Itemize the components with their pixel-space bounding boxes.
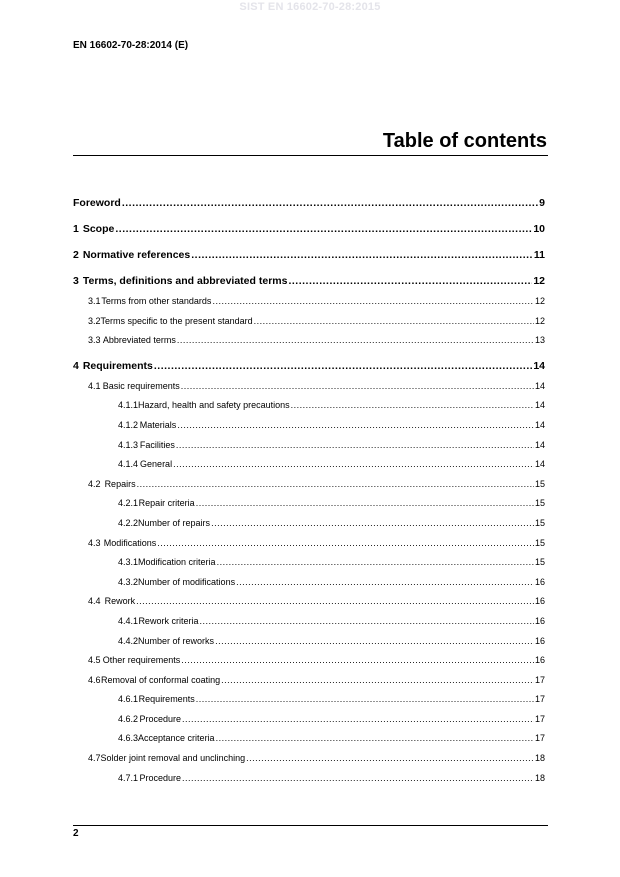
toc-entry-number: 4.4.2 [118,635,139,646]
toc-leader-dots [221,671,534,691]
toc-entry[interactable] [73,396,545,416]
toc-entry-page: 12 [534,296,545,306]
toc-entry-number: 4.7 [88,753,101,764]
watermark: SIST EN 16602-70-28:2015 [239,1,381,13]
toc-entry-page: 14 [534,439,545,450]
toc-entry-title: Requirements [82,359,153,372]
toc-entry-number: 4.1.3 [118,439,139,450]
toc-entry[interactable] [73,710,545,730]
toc-entry-title: Acceptance criteria [138,733,215,744]
toc-entry-page: 15 [534,537,545,548]
toc-entry[interactable] [73,312,545,332]
toc-entry-title: Abbreviated terms [102,335,176,346]
toc-entry-page: 16 [534,655,545,666]
toc-leader-dots [196,690,534,710]
toc-entry-page: 10 [533,223,545,235]
toc-leader-dots [176,436,534,456]
toc-entry-number: 3.3 [88,335,101,346]
toc-entry[interactable] [73,651,545,671]
toc-leader-dots [291,396,534,416]
toc-entry[interactable] [73,197,545,214]
page-number: 2 [73,828,79,839]
toc-entry-number: 1 [73,223,79,235]
toc-entry-page: 13 [534,335,545,346]
toc-entry[interactable] [73,553,545,573]
toc-entry[interactable] [73,416,545,436]
toc-entry-title: Repair criteria [138,498,195,509]
toc-entry[interactable] [73,671,545,691]
toc-leader-dots [122,197,538,209]
title-rule [73,155,548,156]
toc-entry-number: 4.2.2 [118,517,139,528]
toc-entry[interactable] [73,514,545,534]
toc-entry-number: 4.6 [88,674,101,685]
toc-entry-number: 4.2 [88,478,101,489]
toc-entry[interactable] [73,494,545,514]
toc-entry-number: 3.1 [88,296,101,306]
toc-entry[interactable] [73,534,545,554]
toc-entry-number: 4.7.1 [118,772,139,783]
toc-leader-dots [177,416,534,436]
toc-entry[interactable] [73,331,545,351]
toc-entry-page: 16 [534,576,545,587]
toc-entry[interactable] [73,475,545,495]
toc-entry-number: 4.3.1 [118,557,139,568]
toc-entry-page: 18 [534,753,545,764]
toc-leader-dots [181,377,534,397]
toc-entry-number: 4.3 [88,537,101,548]
toc-entry-title: Terms specific to the present standard [100,315,253,326]
toc-entry-number: 3.2 [88,315,101,326]
toc-entry[interactable] [73,455,545,475]
toc-entry-title: Solder joint removal and unclinching [100,753,246,764]
toc-entry-page: 17 [534,713,545,724]
toc-leader-dots [215,632,534,652]
toc-leader-dots [212,292,534,312]
toc-entry-title: Rework criteria [138,615,199,626]
toc-entry-number: 4.2.1 [118,498,139,509]
toc-entry-page: 12 [533,275,545,287]
toc-entry-number: 4.1 [88,380,101,391]
toc-entry-number: 4.6.3 [118,733,139,744]
toc-leader-dots [254,312,534,332]
toc-entry-title: Repairs [104,478,136,489]
toc-entry-page: 14 [534,380,545,391]
toc-entry[interactable] [73,690,545,710]
toc-entry-number: 4.3.2 [118,576,139,587]
toc-entry-number: 2 [73,249,79,261]
toc-leader-dots [182,769,534,789]
toc-leader-dots [211,514,534,534]
toc-entry[interactable] [73,377,545,397]
toc-entry-title: Other requirements [102,655,181,666]
toc-entry-number: 4.1.2 [118,419,139,430]
toc-entry-title: Scope [82,223,115,235]
toc-entry-title: Modification criteria [138,557,216,568]
toc-entry-page: 15 [534,557,545,568]
toc-leader-dots [173,455,534,475]
toc-entry-page: 17 [534,674,545,685]
document-id: EN 16602-70-28:2014 (E) [73,40,189,51]
toc-entry-title: Terms, definitions and abbreviated terms [82,275,288,287]
toc-entry[interactable] [73,769,545,789]
toc-entry[interactable] [73,573,545,593]
toc-entry-number: 3 [73,275,79,287]
toc-entry[interactable] [73,275,545,292]
toc-entry-title: Removal of conformal coating [101,674,221,685]
toc-entry-title: Number of modifications [138,576,236,587]
toc-leader-dots [136,592,534,612]
toc-entry[interactable] [73,632,545,652]
toc-entry-page: 11 [533,249,545,261]
toc-entry[interactable] [73,612,545,632]
toc-entry-title: Foreword [73,197,121,209]
toc-entry-number: 4.5 [88,655,101,666]
toc-leader-dots [217,553,534,573]
toc-entry-number: 4.6.2 [118,713,139,724]
toc-entry[interactable] [73,223,545,240]
toc-entry-title: Procedure [139,713,182,724]
toc-entry-title: General [140,459,173,470]
toc-entry-page: 15 [534,478,545,489]
toc-entry-page: 18 [534,772,545,783]
toc-entry-title: Basic requirements [102,380,180,391]
page-title: Table of contents [382,130,547,152]
toc-entry-title: Requirements [138,694,195,705]
toc-entry[interactable] [73,592,545,612]
table-of-contents [73,197,545,788]
toc-entry-title: Normative references [82,249,191,261]
toc-entry-page: 9 [539,197,545,209]
toc-entry-page: 15 [534,498,545,509]
toc-entry[interactable] [73,436,545,456]
toc-entry[interactable] [73,249,545,266]
toc-entry-number: 4 [73,359,79,372]
toc-entry-page: 14 [534,419,545,430]
toc-leader-dots [157,534,534,554]
toc-entry-title: Procedure [139,772,182,783]
toc-entry[interactable] [73,360,545,377]
toc-leader-dots [196,494,534,514]
toc-leader-dots [182,710,534,730]
toc-leader-dots [288,275,532,287]
toc-entry-page: 14 [533,359,545,372]
toc-entry[interactable] [73,292,545,312]
toc-leader-dots [177,331,534,351]
toc-leader-dots [199,612,534,632]
toc-entry-page: 17 [534,733,545,744]
toc-entry-number: 4.4.1 [118,615,139,626]
toc-leader-dots [137,475,534,495]
toc-entry-title: Materials [139,419,177,430]
toc-entry-page: 12 [534,315,545,326]
toc-entry-page: 17 [534,694,545,705]
toc-entry-title: Number of repairs [138,517,211,528]
toc-entry-page: 16 [534,615,545,626]
toc-entry-page: 16 [534,635,545,646]
toc-leader-dots [154,360,532,372]
toc-entry-number: 4.6.1 [118,694,139,705]
toc-entry[interactable] [73,729,545,749]
toc-entry-page: 14 [534,459,545,470]
toc-entry-title: Modifications [103,537,157,548]
toc-entry-page: 15 [534,517,545,528]
toc-entry-title: Rework [104,596,136,607]
toc-entry-title: Number of reworks [138,635,215,646]
toc-entry[interactable] [73,749,545,769]
toc-entry-number: 4.1.4 [118,459,139,470]
toc-leader-dots [246,749,534,769]
toc-entry-title: Terms from other standards [101,296,212,306]
toc-leader-dots [181,651,534,671]
toc-entry-number: 4.1.1 [118,400,139,411]
toc-entry-page: 14 [534,400,545,411]
footer-rule [73,825,548,826]
toc-entry-page: 16 [534,596,545,607]
toc-entry-title: Hazard, health and safety precautions [138,400,290,411]
toc-leader-dots [191,249,533,261]
toc-leader-dots [115,223,532,235]
toc-entry-title: Facilities [139,439,175,450]
toc-leader-dots [216,729,534,749]
toc-entry-number: 4.4 [88,596,101,607]
toc-leader-dots [236,573,534,593]
